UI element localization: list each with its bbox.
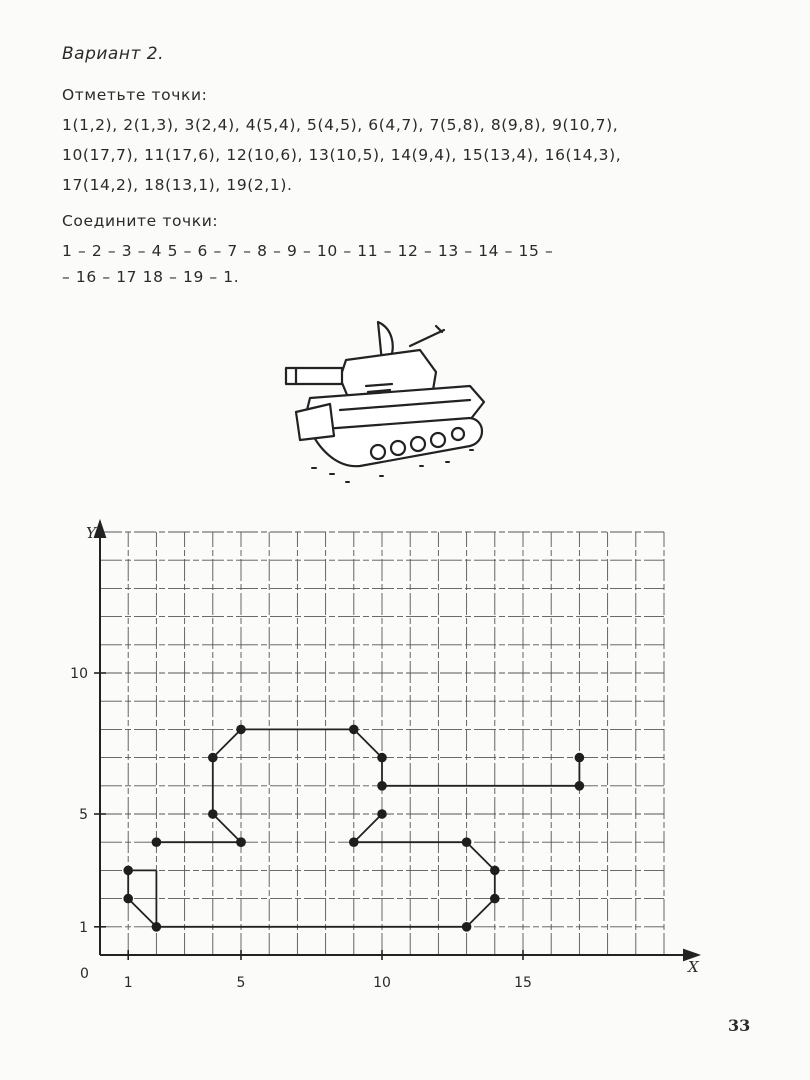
point-1 bbox=[123, 894, 133, 904]
point-18 bbox=[462, 922, 472, 932]
origin-label: 0 bbox=[80, 966, 89, 982]
point-14 bbox=[349, 837, 359, 847]
y-tick-label: 5 bbox=[79, 807, 88, 823]
x-tick-label: 15 bbox=[514, 975, 532, 991]
y-axis-arrow bbox=[95, 522, 105, 537]
x-axis-label: X bbox=[688, 958, 699, 976]
point-5 bbox=[208, 809, 218, 819]
figure-segment bbox=[467, 899, 495, 927]
instruction-mark-points: Отметьте точки: bbox=[62, 86, 208, 104]
figure-segment bbox=[128, 899, 156, 927]
x-tick-label: 1 bbox=[123, 975, 133, 991]
point-15 bbox=[462, 837, 472, 847]
point-9 bbox=[377, 753, 387, 763]
x-tick-label: 5 bbox=[236, 975, 246, 991]
points-line-3: 17(14,2), 18(13,1), 19(2,1). bbox=[62, 176, 293, 194]
point-20 bbox=[236, 837, 246, 847]
point-2 bbox=[123, 866, 133, 876]
coordinate-grid bbox=[100, 532, 664, 955]
point-10 bbox=[575, 753, 585, 763]
points-line-1: 1(1,2), 2(1,3), 3(2,4), 4(5,4), 5(4,5), 6(4,7), 7(5,8), 8(9,8), 9(10,7), bbox=[62, 116, 619, 134]
figure-segment bbox=[213, 729, 241, 757]
variant-title: Вариант 2. bbox=[62, 44, 164, 64]
point-13 bbox=[377, 809, 387, 819]
figure-segment bbox=[354, 814, 382, 842]
point-16 bbox=[490, 866, 500, 876]
point-8 bbox=[349, 725, 359, 735]
y-axis-label: Y bbox=[86, 524, 96, 542]
points-line-2: 10(17,7), 11(17,6), 12(10,6), 13(10,5), 14(9,4), 15(13,4), 16(14,3), bbox=[62, 146, 622, 164]
point-17 bbox=[490, 894, 500, 904]
x-tick-label: 10 bbox=[373, 975, 391, 991]
tank-illustration bbox=[286, 322, 484, 482]
point-3 bbox=[152, 837, 162, 847]
point-6 bbox=[208, 753, 218, 763]
connect-line-1: 1 – 2 – 3 – 4 5 – 6 – 7 – 8 – 9 – 10 – 11 – 12 – 13 – 14 – 15 – bbox=[62, 242, 554, 260]
axis-ticks bbox=[70, 666, 532, 991]
page-number: 33 bbox=[728, 1016, 751, 1035]
point-19 bbox=[152, 922, 162, 932]
figure-segment bbox=[467, 842, 495, 870]
figure-segment bbox=[213, 814, 241, 842]
y-tick-label: 1 bbox=[79, 919, 88, 936]
point-12 bbox=[377, 781, 387, 791]
connect-line-2: – 16 – 17 18 – 19 – 1. bbox=[62, 268, 240, 286]
y-tick-label: 10 bbox=[70, 666, 88, 682]
point-11 bbox=[575, 781, 585, 791]
point-7 bbox=[236, 725, 246, 735]
instruction-connect-points: Соедините точки: bbox=[62, 212, 219, 230]
figure-segment bbox=[354, 729, 382, 757]
